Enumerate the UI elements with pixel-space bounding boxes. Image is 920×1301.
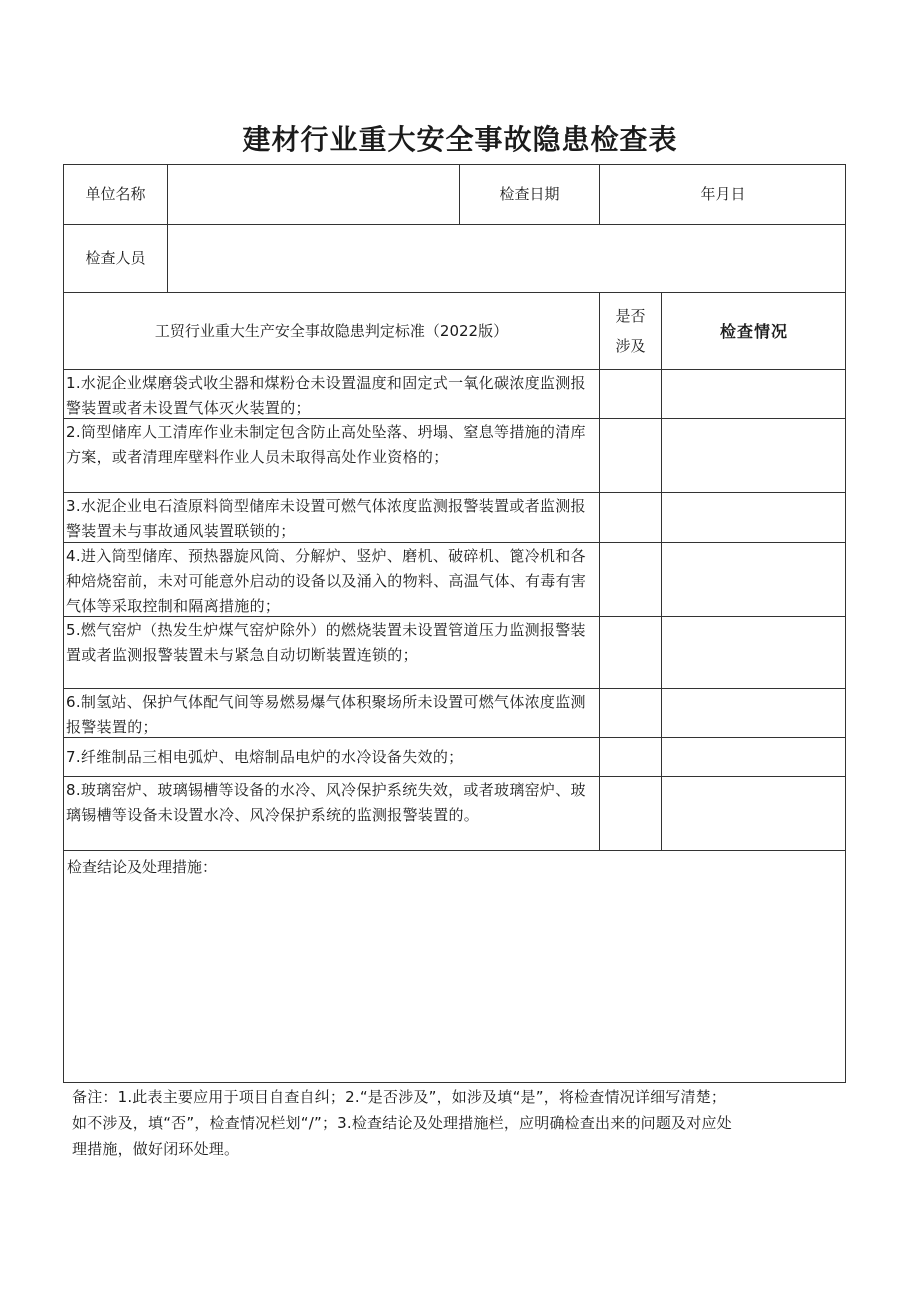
- item-row-2-text: 2.筒型储库人工清库作业未制定包含防止高处坠落、坍塌、窒息等措施的清库方案，或者清理库壁料作业人员未取得高处作业资格的；: [64, 419, 600, 493]
- standard-column-header: 工贸行业重大生产安全事故隐患判定标准（2022版）: [64, 293, 600, 370]
- item-row-6-involved[interactable]: [600, 689, 662, 738]
- notes-line-2: 如不涉及，填“否”，检查情况栏划“/”；3.检查结论及处理措施栏，应明确检查出来的问题及对应处: [72, 1114, 732, 1132]
- check-date-label: 检查日期: [460, 165, 600, 225]
- involved-column-header: [600, 293, 662, 370]
- item-row-8-involved[interactable]: [600, 777, 662, 851]
- unit-name-label: 单位名称: [64, 165, 168, 225]
- item-row-4-involved[interactable]: [600, 543, 662, 617]
- item-row-1-text: 1.水泥企业煤磨袋式收尘器和煤粉仓未设置温度和固定式一氧化碳浓度监测报警装置或者未设置气体灭火装置的；: [64, 370, 600, 419]
- item-row-2-involved[interactable]: [600, 419, 662, 493]
- item-row-3-situation[interactable]: [662, 493, 846, 543]
- item-row-1-involved[interactable]: [600, 370, 662, 419]
- conclusion-field[interactable]: [64, 851, 846, 1082]
- item-row-3-involved[interactable]: [600, 493, 662, 543]
- involved-header-line2: 涉及: [615, 337, 646, 355]
- situation-column-header: 检查情况: [662, 293, 846, 370]
- item-row-8-situation[interactable]: [662, 777, 846, 851]
- inspector-label: 检查人员: [64, 225, 168, 293]
- notes-line-3: 理措施，做好闭环处理。: [72, 1140, 240, 1158]
- inspection-table: [63, 164, 846, 1083]
- notes: [72, 1084, 852, 1162]
- item-row-7-text: 7.纤维制品三相电弧炉、电熔制品电炉的水冷设备失效的；: [64, 738, 600, 777]
- unit-name-field[interactable]: [168, 165, 460, 225]
- page-title: 建材行业重大安全事故隐患检查表: [242, 123, 678, 156]
- involved-header-line1: 是否: [615, 307, 646, 325]
- item-row-5-text: 5.燃气窑炉（热发生炉煤气窑炉除外）的燃烧装置未设置管道压力监测报警装置或者监测报警装置未与紧急自动切断装置连锁的；: [64, 617, 600, 689]
- check-date-field[interactable]: 年月日: [600, 165, 846, 225]
- item-row-4-situation[interactable]: [662, 543, 846, 617]
- item-row-7-involved[interactable]: [600, 738, 662, 777]
- item-row-2-situation[interactable]: [662, 419, 846, 493]
- item-row-5-involved[interactable]: [600, 617, 662, 689]
- item-row-3-text: 3.水泥企业电石渣原料筒型储库未设置可燃气体浓度监测报警装置或者监测报警装置未与事故通风装置联锁的；: [64, 493, 600, 543]
- conclusion-label: 检查结论及处理措施：: [67, 858, 218, 876]
- item-row-6-text: 6.制氢站、保护气体配气间等易燃易爆气体积聚场所未设置可燃气体浓度监测报警装置的；: [64, 689, 600, 738]
- inspector-field[interactable]: [168, 225, 846, 293]
- item-row-5-situation[interactable]: [662, 617, 846, 689]
- item-row-4-text: 4.进入筒型储库、预热器旋风筒、分解炉、竖炉、磨机、破碎机、篦冷机和各种焙烧窑前，未对可能意外启动的设备以及涌入的物料、高温气体、有毒有害气体等采取控制和隔离措施的；: [64, 543, 600, 617]
- notes-line-1: 备注：1.此表主要应用于项目自查自纠；2.“是否涉及”，如涉及填“是”，将检查情况详细写清楚；: [72, 1088, 727, 1106]
- item-row-8-text: 8.玻璃窑炉、玻璃锡槽等设备的水冷、风冷保护系统失效，或者玻璃窑炉、玻璃锡槽等设备未设置水冷、风冷保护系统的监测报警装置的。: [64, 777, 600, 851]
- item-row-7-situation[interactable]: [662, 738, 846, 777]
- item-row-1-situation[interactable]: [662, 370, 846, 419]
- item-row-6-situation[interactable]: [662, 689, 846, 738]
